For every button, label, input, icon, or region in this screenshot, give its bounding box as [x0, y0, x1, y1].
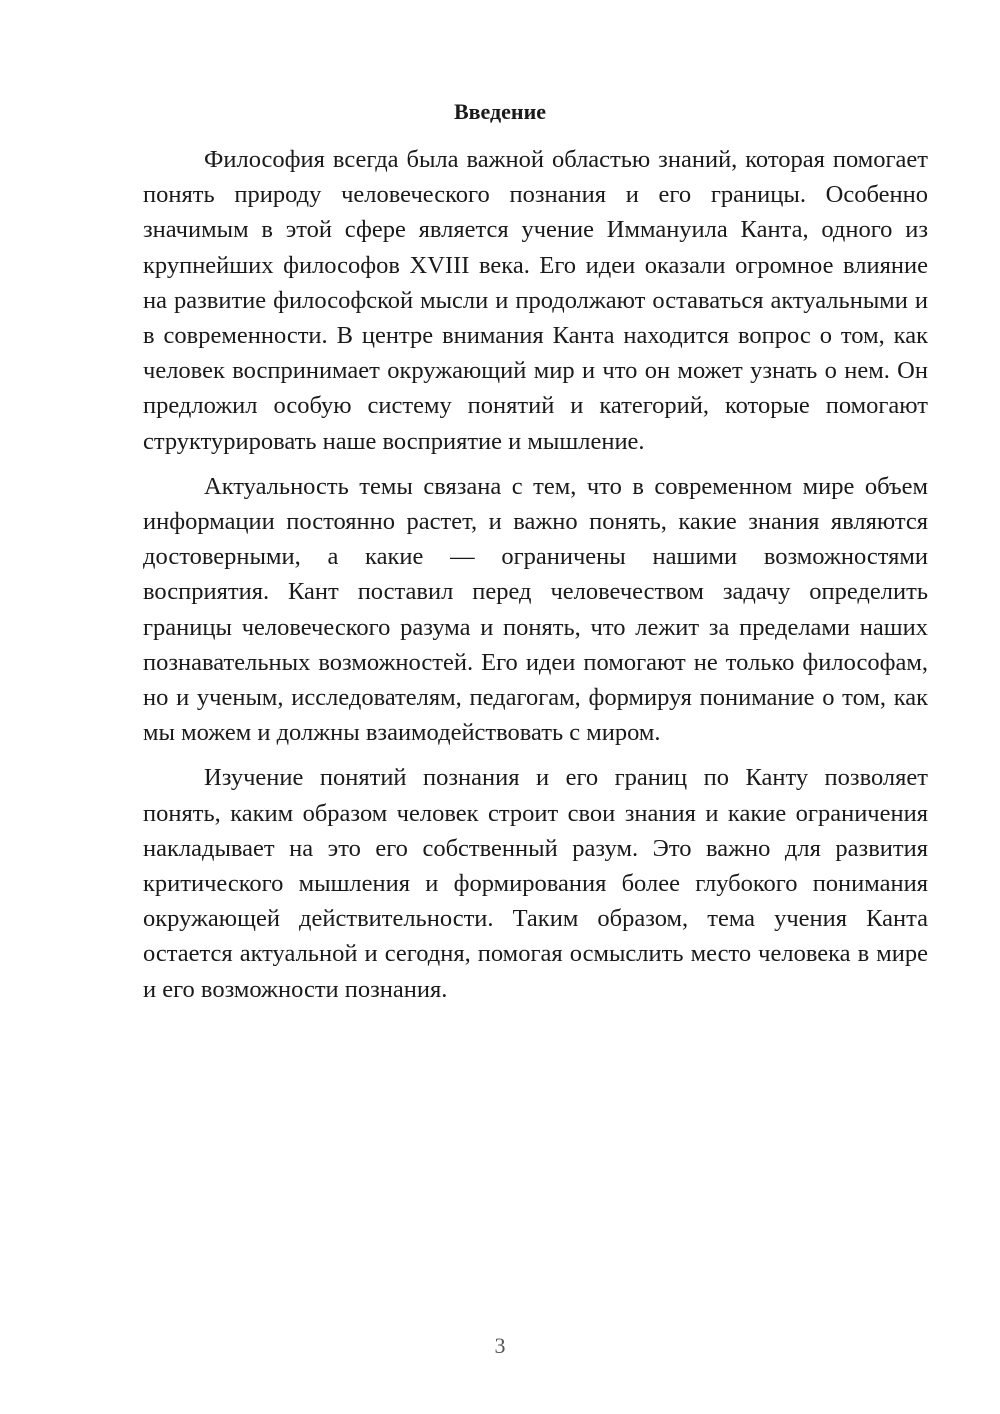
paragraph-intro: Философия всегда была важной областью знаний, которая помогает понять природу человеческого познания и его границы. Особенно значимым в этой сфере является учение Иммануила Канта, одного из крупнейших философов XVIII века. Его идеи оказали огромное влияние на развитие философской мысли и продолжают оставаться актуальными и в современности. В центре внимания Канта находится вопрос о том, как человек воспринимает окружающий мир и что он может узнать о нем. Он предложил особую систему понятий и категорий, которые помогают структурировать наше восприятие и мышление. [143, 146, 928, 455]
paragraph-relevance: Актуальность темы связана с тем, что в современном мире объем информации постоянно растет, и важно понять, какие знания являются достоверными, а какие — ограничены нашими возможностями восприятия. Кант поставил перед человечеством задачу определить границы человеческого разума и понять, что лежит за пределами наших познавательных возможностей. Его идеи помогают не только философам, но и ученым, исследователям, педагогам, формируя понимание о том, как мы можем и должны взаимодействовать с миром. [143, 472, 928, 747]
paragraph-conclusion: Изучение понятий познания и его границ по Канту позволяет понять, каким образом человек строит свои знания и какие ограничения накладывает на это его собственный разум. Это важно для развития критического мышления и формирования более глубокого понимания окружающей действительности. Таким образом, тема учения Канта остается актуальной и сегодня, помогая осмыслить место человека в мире и его возможности познания. [143, 764, 928, 1003]
section-title: Введение [453, 99, 547, 124]
document-body [143, 142, 928, 1007]
page-number: 3 [494, 1333, 506, 1358]
